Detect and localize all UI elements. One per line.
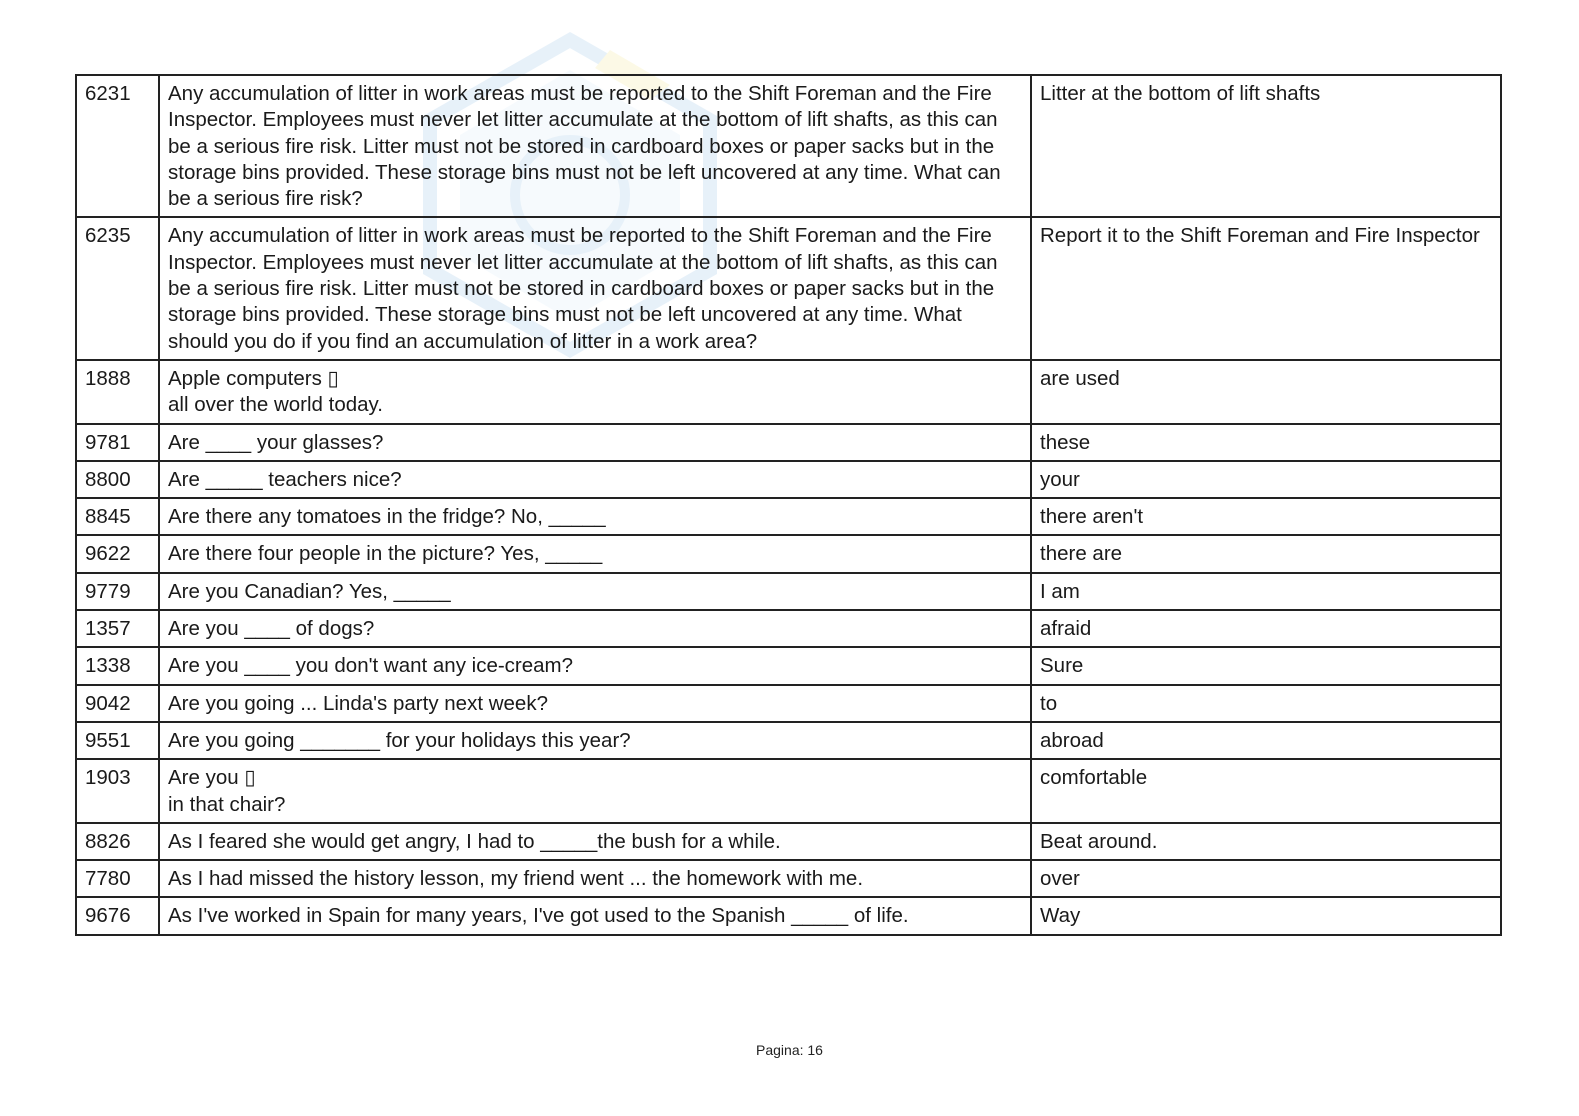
question-text: As I had missed the history lesson, my friend went ... the homework with me. [159,860,1031,897]
question-text: Are _____ teachers nice? [159,461,1031,498]
answer-text: Way [1031,897,1501,934]
answer-text: there are [1031,535,1501,572]
qa-table [75,74,1502,936]
table-row [76,897,1501,934]
answer-text: comfortable [1031,759,1501,823]
answer-text: Litter at the bottom of lift shafts [1031,75,1501,217]
question-id: 9551 [76,722,159,759]
question-id: 1888 [76,360,159,424]
table-row [76,647,1501,684]
question-id: 6235 [76,217,159,359]
question-id: 6231 [76,75,159,217]
question-id: 9676 [76,897,159,934]
question-id: 1903 [76,759,159,823]
answer-text: over [1031,860,1501,897]
table-row [76,498,1501,535]
question-text: Are you Canadian? Yes, _____ [159,573,1031,610]
table-row [76,217,1501,359]
answer-text: your [1031,461,1501,498]
answer-text: there aren't [1031,498,1501,535]
question-text: Are you ____ of dogs? [159,610,1031,647]
table-row [76,610,1501,647]
question-id: 9781 [76,424,159,461]
table-row [76,360,1501,424]
table-row [76,823,1501,860]
answer-text: abroad [1031,722,1501,759]
question-text: Are you going _______ for your holidays this year? [159,722,1031,759]
table-row [76,424,1501,461]
question-text: As I feared she would get angry, I had to _____the bush for a while. [159,823,1031,860]
question-text: Are you ____ you don't want any ice-cream? [159,647,1031,684]
question-id: 8845 [76,498,159,535]
table-row [76,75,1501,217]
question-id: 1357 [76,610,159,647]
table-row [76,685,1501,722]
question-id: 1338 [76,647,159,684]
page-number: Pagina: 16 [756,1042,823,1058]
question-text: Are there any tomatoes in the fridge? No, _____ [159,498,1031,535]
answer-text: Sure [1031,647,1501,684]
table-row [76,461,1501,498]
question-text: Are you ▯ in that chair? [159,759,1031,823]
question-text: Apple computers ▯ all over the world today. [159,360,1031,424]
answer-text: these [1031,424,1501,461]
answer-text: I am [1031,573,1501,610]
question-id: 8826 [76,823,159,860]
answer-text: Beat around. [1031,823,1501,860]
question-id: 9622 [76,535,159,572]
table-row [76,573,1501,610]
answer-text: Report it to the Shift Foreman and Fire Inspector [1031,217,1501,359]
answer-text: afraid [1031,610,1501,647]
question-id: 7780 [76,860,159,897]
question-text: Are there four people in the picture? Yes, _____ [159,535,1031,572]
qa-table-body [76,75,1501,935]
question-text: Are ____ your glasses? [159,424,1031,461]
question-id: 9042 [76,685,159,722]
answer-text: are used [1031,360,1501,424]
question-text: As I've worked in Spain for many years, I've got used to the Spanish _____ of life. [159,897,1031,934]
table-row [76,535,1501,572]
table-row [76,759,1501,823]
question-id: 9779 [76,573,159,610]
table-row [76,722,1501,759]
table-row [76,860,1501,897]
question-text: Any accumulation of litter in work areas must be reported to the Shift Foreman and the Fire Inspector. Employees must never let litter accumulate at the bottom of lift shafts, as this can be a serious fire risk. Litter must not be stored in cardboard boxes or paper sacks but in the storage bins provided. These storage bins must not be left uncovered at any time. What should you do if you find an accumulation of litter in a work area? [159,217,1031,359]
question-id: 8800 [76,461,159,498]
answer-text: to [1031,685,1501,722]
question-text: Are you going ... Linda's party next week? [159,685,1031,722]
question-text: Any accumulation of litter in work areas must be reported to the Shift Foreman and the Fire Inspector. Employees must never let litter accumulate at the bottom of lift shafts, as this can be a serious fire risk. Litter must not be stored in cardboard boxes or paper sacks but in the storage bins provided. These storage bins must not be left uncovered at any time. What can be a serious fire risk? [159,75,1031,217]
